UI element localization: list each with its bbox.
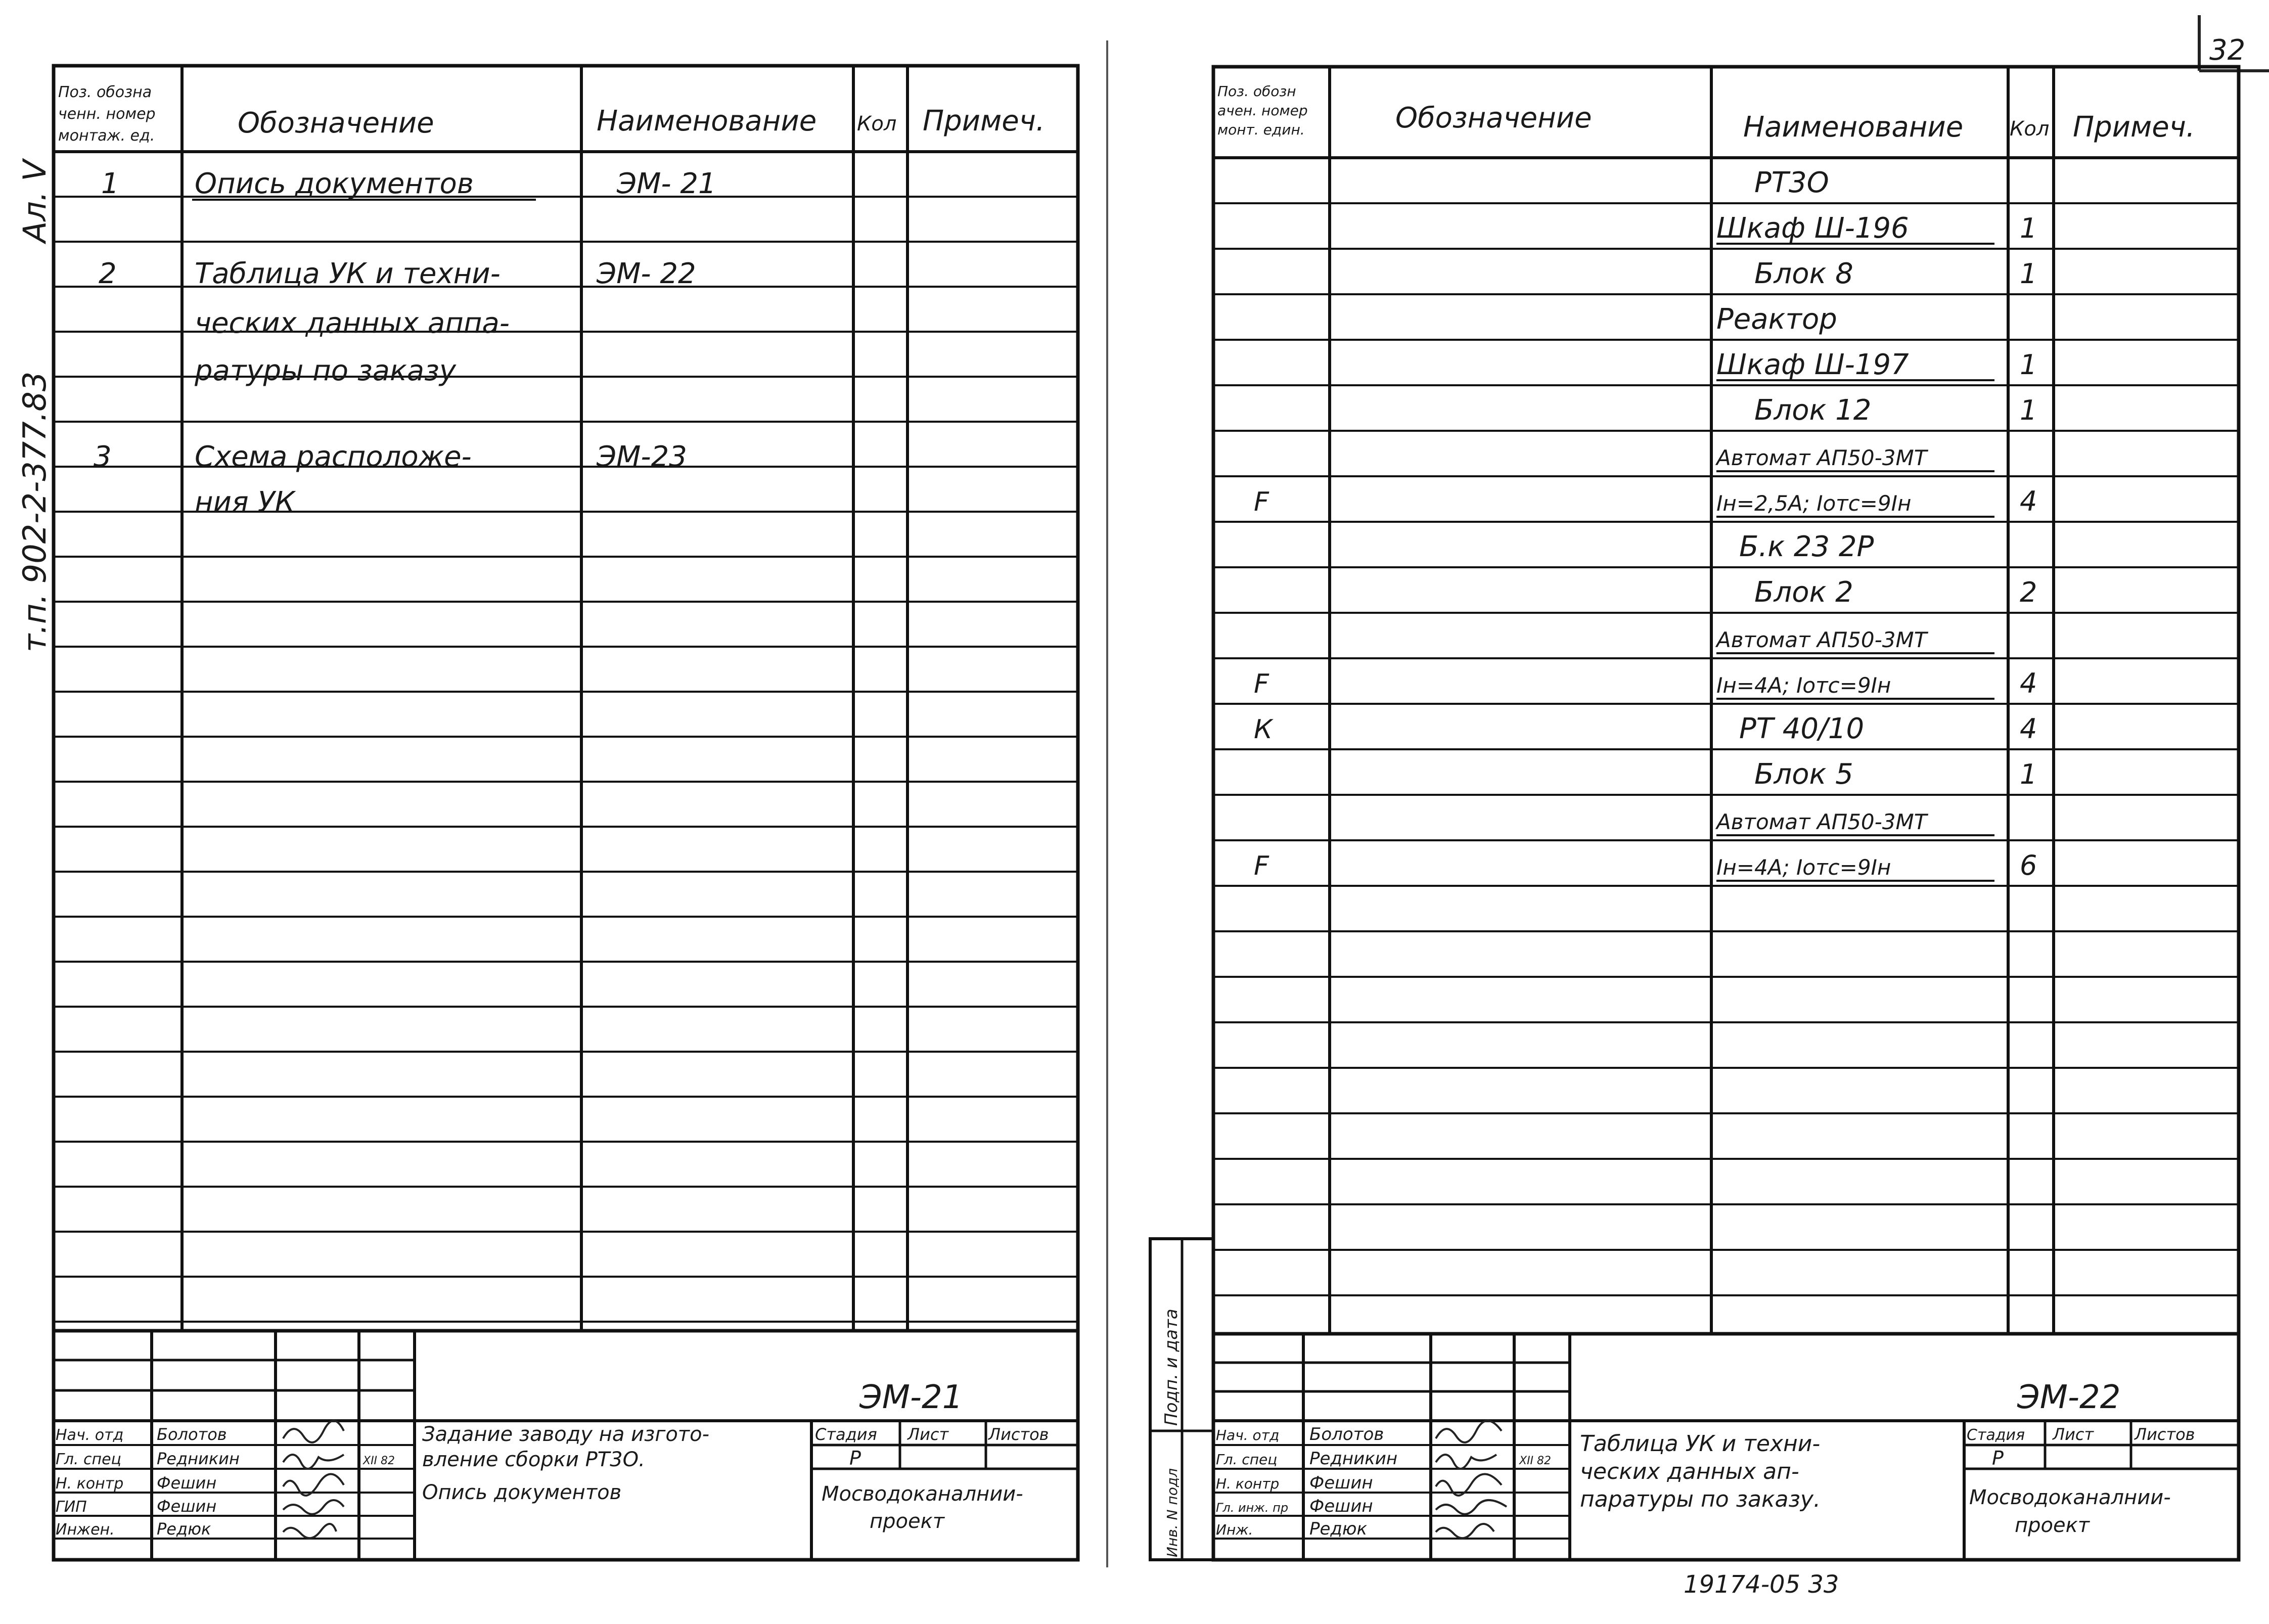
header-designation: Обозначение: [238, 107, 434, 140]
header-name: Наименование: [1743, 111, 1964, 144]
right-sheets-label: Листов: [2135, 1425, 2195, 1444]
row-1-name: РТ3О: [1754, 166, 1829, 199]
left-title-line3: Опись документов: [422, 1481, 622, 1504]
right-title-line2: ческих данных ап-: [1580, 1459, 1799, 1484]
row-1-pos: 1: [101, 167, 119, 200]
left-title-line1: Задание заводу на изгото-: [422, 1423, 710, 1446]
row-3-qty: 1: [2020, 258, 2037, 290]
header-pos-line2: ачен. номер: [1217, 102, 1308, 119]
right-role-3: Н. контр: [1216, 1475, 1280, 1492]
row-9-name: Б.к 23 2Р: [1739, 530, 1874, 563]
row-13-pos: К: [1254, 714, 1273, 745]
header-note: Примеч.: [923, 105, 1045, 138]
right-name-5: Редюк: [1309, 1519, 1368, 1539]
row-10-qty: 2: [2020, 576, 2037, 608]
left-org-line2: проект: [870, 1510, 945, 1533]
right-date: XII 82: [1519, 1455, 1552, 1467]
header-note: Примеч.: [2073, 111, 2195, 144]
right-org-line1: Мосводоканалнии-: [1969, 1486, 2171, 1509]
header-pos-line1: Поз. обозна: [58, 83, 152, 101]
row-16-pos: F: [1254, 851, 1269, 881]
side-label-inv: Инв. N подл: [1164, 1468, 1181, 1557]
header-pos-line2: ченн. номер: [58, 105, 156, 123]
left-name-4: Фешин: [157, 1497, 217, 1516]
row-5-pos: 3: [94, 440, 112, 473]
page-number: 32: [2209, 34, 2246, 67]
row-11-name: Автомат АП50-3МТ: [1716, 627, 1927, 652]
row-16-qty: 6: [2020, 849, 2037, 881]
right-stage-label: Стадия: [1967, 1426, 2025, 1444]
album-label: Ал. V: [16, 160, 53, 243]
right-title-line3: паратуры по заказу.: [1580, 1486, 1821, 1512]
left-role-3: Н. контр: [56, 1475, 124, 1493]
row-10-name: Блок 2: [1754, 576, 1853, 609]
left-doc-code: ЭМ-21: [859, 1379, 963, 1416]
row-2-designation: Таблица УК и техни-: [195, 257, 501, 290]
right-sheet-label: Лист: [2053, 1425, 2094, 1444]
row-2-name: Шкаф Ш-196: [1716, 212, 1909, 245]
row-2-qty: 1: [2020, 212, 2037, 244]
header-name: Наименование: [597, 105, 817, 138]
row-6-qty: 1: [2020, 394, 2037, 426]
row-4-designation: ратуры по заказу: [195, 354, 457, 387]
side-label-sign-date: Подп. и дата: [1161, 1309, 1182, 1426]
row-5-qty: 1: [2020, 349, 2037, 381]
left-title-block: [54, 1331, 1078, 1560]
left-name-1: Болотов: [157, 1425, 227, 1444]
header-designation: Обозначение: [1395, 102, 1592, 134]
right-name-2: Редникин: [1309, 1449, 1398, 1469]
left-role-5: Инжен.: [56, 1521, 115, 1539]
row-5-designation: Схема расположе-: [195, 440, 472, 473]
left-signatures: [283, 1421, 344, 1538]
left-stage-label: Стадия: [815, 1425, 877, 1444]
row-5-name: ЭМ-23: [597, 440, 687, 473]
row-3-designation: ческих данных аппа-: [195, 307, 510, 340]
left-name-3: Фешин: [157, 1473, 217, 1493]
right-name-3: Фешин: [1309, 1473, 1373, 1493]
row-3-name: Блок 8: [1754, 257, 1853, 290]
row-7-name: Автомат АП50-3МТ: [1716, 445, 1927, 470]
right-role-2: Гл. спец: [1216, 1451, 1278, 1468]
row-13-qty: 4: [2020, 713, 2037, 745]
right-org-line2: проект: [2015, 1514, 2090, 1537]
right-title-line1: Таблица УК и техни-: [1580, 1431, 1821, 1457]
row-14-qty: 1: [2020, 758, 2037, 790]
row-8-name: Iн=2,5А; Iотс=9Iн: [1716, 491, 1912, 516]
row-14-name: Блок 5: [1754, 758, 1853, 791]
row-16-name: Iн=4А; Iотс=9Iн: [1716, 855, 1891, 880]
header-pos-line3: монтаж. ед.: [58, 127, 155, 145]
header-qty: Кол: [857, 112, 897, 136]
row-2-pos: 2: [99, 257, 117, 290]
left-role-4: ГИП: [56, 1498, 87, 1516]
right-spec-sheet: [1150, 67, 2239, 1560]
row-8-qty: 4: [2020, 485, 2037, 517]
left-sheet-label: Лист: [907, 1425, 949, 1444]
right-name-4: Фешин: [1309, 1496, 1373, 1516]
left-name-2: Редникин: [157, 1449, 240, 1468]
left-date: XII 82: [363, 1455, 395, 1467]
row-6-name: Блок 12: [1754, 394, 1872, 427]
row-12-qty: 4: [2020, 667, 2037, 699]
left-role-2: Гл. спец: [56, 1451, 121, 1468]
left-stage: Р: [849, 1447, 861, 1469]
right-doc-code: ЭМ-22: [2017, 1379, 2121, 1416]
right-role-5: Инж.: [1216, 1521, 1253, 1538]
header-pos-line3: монт. един.: [1217, 121, 1305, 138]
row-1-designation: Опись документов: [195, 167, 474, 200]
row-12-name: Iн=4А; Iотс=9Iн: [1716, 673, 1891, 698]
project-number: т.п. 902-2-377.83: [16, 371, 53, 652]
right-signatures: [1436, 1421, 1507, 1538]
header-qty: Кол: [2010, 117, 2050, 141]
row-13-name: РТ 40/10: [1739, 712, 1865, 745]
row-5-name: Шкаф Ш-197: [1716, 348, 1909, 381]
right-stage: Р: [1992, 1447, 2004, 1469]
left-title-line2: вление сборки РТ3О.: [422, 1448, 645, 1471]
row-15-name: Автомат АП50-3МТ: [1716, 809, 1927, 834]
left-role-1: Нач. отд: [56, 1426, 124, 1444]
right-role-1: Нач. отд: [1216, 1427, 1280, 1443]
header-pos-line1: Поз. обозн: [1217, 83, 1296, 100]
row-6-designation: ния УК: [195, 486, 295, 519]
left-spec-sheet: [54, 66, 1078, 1560]
bottom-archive-code: 19174-05 33: [1684, 1570, 1839, 1599]
row-8-pos: F: [1254, 487, 1269, 517]
row-1-name: ЭМ- 21: [617, 167, 716, 200]
right-role-4: Гл. инж. пр: [1216, 1501, 1289, 1515]
left-name-5: Редюк: [157, 1519, 211, 1539]
row-4-name: Реактор: [1716, 303, 1837, 336]
row-12-pos: F: [1254, 669, 1269, 699]
left-org-line1: Мосводоканалнии-: [822, 1482, 1023, 1506]
right-title-block: [1213, 1334, 2239, 1560]
row-2-name: ЭМ- 22: [597, 257, 696, 290]
left-sheets-label: Листов: [988, 1425, 1049, 1444]
right-name-1: Болотов: [1309, 1424, 1384, 1445]
